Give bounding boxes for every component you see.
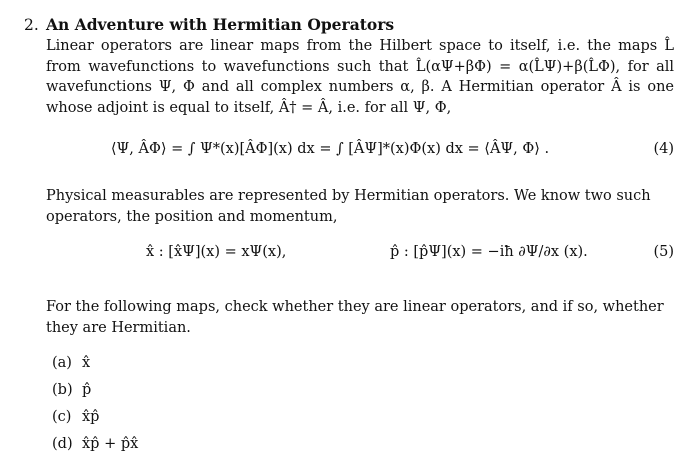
position-operator-definition: x̂ : [x̂Ψ](x) = xΨ(x), — [146, 244, 287, 260]
item-label: (d) — [52, 436, 73, 452]
intro-paragraph: Linear operators are linear maps from the Hilbert space to itself, i.e. the maps L̂ from wavefunctions to wavefunctions such that L̂(αΨ+βΦ) = α(L̂Ψ)+β(L̂Φ), for all wavefunctions Ψ, Φ and all complex numbers α, β. A Hermitian operator Â is one whose adjoint is equal to itself, Â† = Â, i.e. for all Ψ, Φ, — [46, 38, 674, 116]
item-label: (c) — [52, 409, 72, 425]
momentum-operator-definition: p̂ : [p̂Ψ](x) = −iħ ∂Ψ/∂x (x). — [390, 244, 588, 260]
problem-number: 2. — [24, 16, 39, 34]
list-item — [46, 377, 674, 404]
operators-paragraph: Physical measurables are represented by Hermitian operators. We know two such operators, the position and momentum, — [46, 188, 651, 225]
list-item — [46, 431, 674, 458]
list-item — [46, 404, 674, 431]
item-label: (a) — [52, 355, 72, 371]
list-item — [46, 350, 674, 377]
task-list — [46, 350, 674, 458]
equation-4-number: (4) — [653, 141, 674, 157]
problem-body — [46, 36, 674, 458]
item-expression: x̂ — [82, 355, 91, 371]
problem-2 — [24, 14, 674, 458]
problem-heading — [24, 14, 674, 36]
task-paragraph: For the following maps, check whether they are linear operators, and if so, whether they are Hermitian. — [46, 299, 664, 336]
item-label: (b) — [52, 382, 73, 398]
item-expression: p̂ — [82, 382, 92, 398]
item-expression: x̂p̂ — [82, 409, 100, 425]
equation-5-number: (5) — [653, 244, 674, 260]
item-expression: x̂p̂ + p̂x̂ — [82, 436, 139, 452]
equation-4 — [46, 124, 674, 176]
problem-title: An Adventure with Hermitian Operators — [46, 15, 395, 34]
equation-4-expression: ⟨Ψ, ÂΦ⟩ = ∫ Ψ*(x)[ÂΦ](x) dx = ∫ [ÂΨ]*(x)Φ(x) dx = ⟨ÂΨ, Φ⟩ . — [110, 141, 550, 157]
equation-5 — [46, 227, 674, 279]
